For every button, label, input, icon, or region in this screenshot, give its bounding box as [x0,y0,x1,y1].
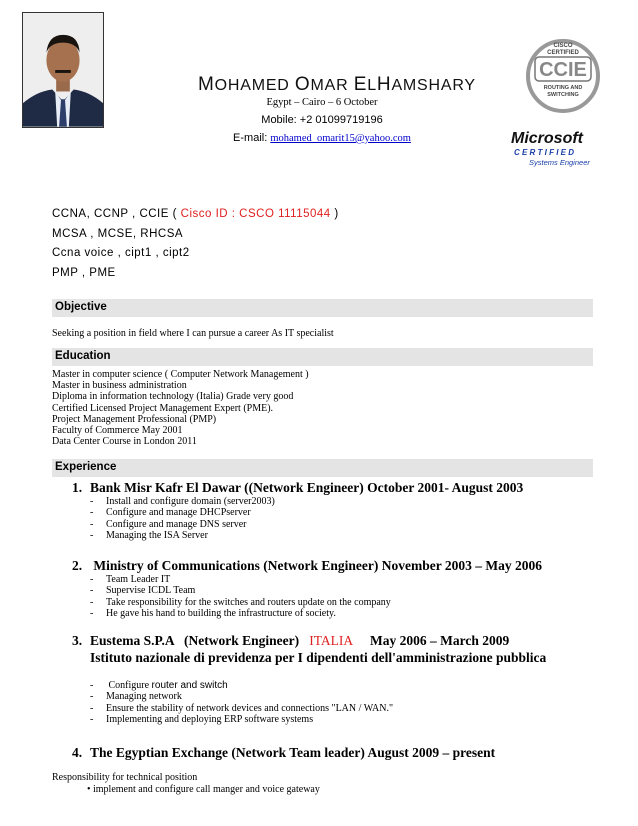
microsoft-certified-logo [511,128,619,168]
education-item: Certified Licensed Project Management Expert (PME). [52,402,274,414]
job-4-title: 4. The Egyptian Exchange (Network Team leader) August 2009 – present [72,745,496,760]
address: Egypt – Cairo – 6 October [266,97,378,108]
email-link[interactable]: mohamed_omarit15@yahoo.com [270,133,411,144]
job-3-employer: Istituto nazionale di previdenza per I dipendenti dell'amministrazione pubblica [90,650,547,665]
svg-text:C E R T I F I E D: C E R T I F I E D [514,148,575,157]
email-line: E-mail: mohamed_omarit15@yahoo.com [233,132,411,144]
list-item: - Take responsibility for the switches and routers update on the company [90,596,391,608]
responsibility-section [52,772,320,796]
job-3-tasks [90,680,393,726]
svg-text:CERTIFIED: CERTIFIED [547,50,579,56]
profile-photo [22,12,104,128]
ccie-logo [517,36,609,114]
job-1-title: 1. Bank Misr Kafr El Dawar ((Network Engineer) October 2001- August 2003 [72,480,524,495]
education-item: Diploma in information technology (Italia) Grade very good [52,391,294,403]
svg-text:Microsoft: Microsoft [511,130,583,147]
education-item: Faculty of Commerce May 2001 [52,425,183,437]
list-item: - Configure and manage DNS server [90,518,247,530]
list-item: - Ensure the stability of network devices and connections "LAN / WAN." [90,702,394,714]
education-item: Master in business administration [52,380,187,392]
list-item: - Configure router and switch [90,680,228,691]
job-2-title: 2. Ministry of Communications (Network Engineer) November 2003 – May 2006 [72,558,542,573]
list-item: - Install and configure domain (server2003) [90,496,275,507]
certifications-list [52,205,339,283]
list-item: - Managing network [90,691,182,703]
list-item: - Implementing and deploying ERP software systems [90,714,314,726]
svg-text:CCIE: CCIE [539,59,587,81]
list-item: - Configure and manage DHCPserver [90,507,251,519]
responsibility-item: • implement and configure call manger and voice gateway [87,784,320,795]
job-3-title: 3. Eustema S.P.A (Network Engineer) ITALIA May 2006 – March 2009 [72,633,510,648]
list-item: - Managing the ISA Server [90,530,208,542]
list-item: - Supervise ICDL Team [90,585,196,597]
job-1-tasks [90,496,275,542]
job-2-tasks [90,574,391,620]
responsibility-title: Responsibility for technical position [52,772,198,783]
education-list [52,369,309,447]
cert-line-4: PMP , PME [52,266,116,279]
cert-line-1: CCNA, CCNP , CCIE ( Cisco ID : CSCO 11115044 ) [52,208,339,220]
svg-text:ROUTING AND: ROUTING AND [543,85,583,91]
cert-line-3: Ccna voice , cipt1 , cipt2 [52,247,190,259]
experience-heading: Experience [52,459,593,477]
objective-heading: Objective [52,299,593,317]
cert-line-2: MCSA , MCSE, RHCSA [52,227,184,240]
list-item: - He gave his hand to building the infrastructure of society. [90,608,336,620]
svg-text:SWITCHING: SWITCHING [547,92,579,98]
full-name: MOHAMED OMAR ELHAMSHARY [198,74,476,95]
education-item: Master in computer science ( Computer Network Management ) [52,369,309,380]
education-item: Data Center Course in London 2011 [52,436,197,448]
education-heading: Education [52,348,593,366]
svg-text:CISCO: CISCO [553,43,573,49]
list-item: - Team Leader IT [90,574,171,585]
svg-text:Systems Engineer: Systems Engineer [529,158,590,167]
objective-text: Seeking a position in field where I can pursue a career As IT specialist [52,328,334,339]
mobile-number: Mobile: +2 01099719196 [261,114,383,126]
education-item: Project Management Professional (PMP) [52,413,217,425]
